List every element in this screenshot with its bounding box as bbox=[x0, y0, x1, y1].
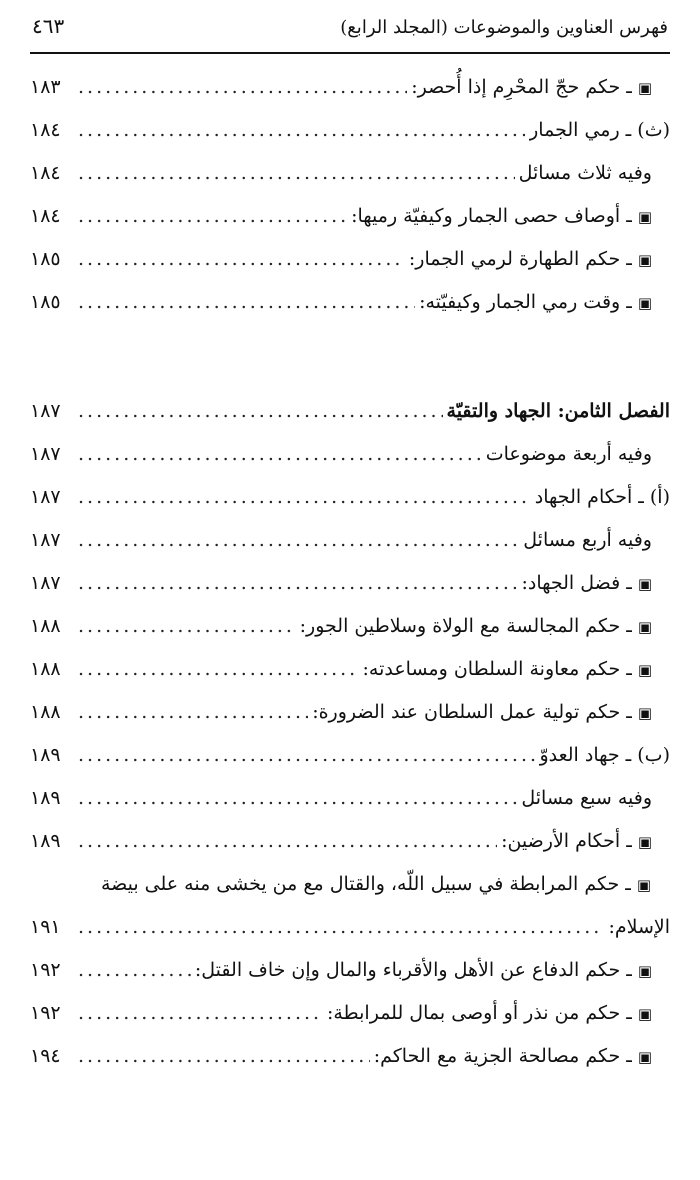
square-dot-icon: ▣ bbox=[637, 251, 652, 269]
leader-dots bbox=[78, 390, 443, 433]
toc-entry-title: ـ وقت رمي الجمار وكيفيّته: bbox=[419, 291, 632, 313]
toc-entry-page: ١٨٧ bbox=[30, 443, 61, 465]
toc-entry-page: ١٨٨ bbox=[30, 658, 61, 680]
toc-entry-page: ١٨٤ bbox=[30, 205, 61, 227]
toc-entry bbox=[30, 238, 670, 281]
toc-entry-page: ١٨٩ bbox=[30, 744, 61, 766]
toc-entry bbox=[30, 281, 670, 324]
toc-entry-page: ١٨٧ bbox=[30, 486, 61, 508]
index-page bbox=[30, 14, 670, 1078]
leader-dots bbox=[78, 66, 407, 109]
leader-dots bbox=[78, 949, 191, 992]
toc-entry bbox=[30, 777, 670, 820]
toc-entry-title: ـ حكم المرابطة في سبيل اللّه، والقتال مع من يخشى منه على بيضة bbox=[100, 873, 631, 895]
square-dot-icon: ▣ bbox=[637, 618, 652, 636]
toc-entry-page: ١٨٣ bbox=[30, 76, 61, 98]
toc-entry-page: ١٨٤ bbox=[30, 119, 61, 141]
toc-entry-page: ١٨٧ bbox=[30, 572, 61, 594]
toc-chapter bbox=[30, 390, 670, 433]
toc-entry-page: ١٩٤ bbox=[30, 1045, 61, 1067]
header-page-number: ٤٦٣ bbox=[32, 14, 65, 38]
toc-entry-title: وفيه سبع مسائل bbox=[521, 787, 652, 809]
toc-entry-title: ـ حكم حجّ المحْرِم إذا أُحصر: bbox=[411, 76, 632, 98]
toc-entry bbox=[30, 648, 670, 691]
toc-list bbox=[30, 66, 670, 1078]
leader-dots bbox=[78, 562, 517, 605]
toc-entry-title: ـ فضل الجهاد: bbox=[521, 572, 632, 594]
toc-entry-title: ـ حكم مصالحة الجزية مع الحاكم: bbox=[373, 1045, 632, 1067]
toc-entry bbox=[30, 519, 670, 562]
toc-entry-title: (ث) ـ رمي الجمار bbox=[529, 119, 670, 141]
toc-chapter-title: الفصل الثامن: الجهاد والتقيّة bbox=[446, 400, 670, 422]
toc-entry-title: ـ حكم الطهارة لرمي الجمار: bbox=[408, 248, 632, 270]
square-dot-icon: ▣ bbox=[637, 704, 652, 722]
leader-dots bbox=[78, 152, 515, 195]
square-dot-icon: ▣ bbox=[637, 962, 652, 980]
leader-dots bbox=[78, 906, 604, 949]
square-dot-icon: ▣ bbox=[637, 575, 652, 593]
toc-entry-title: وفيه أربع مسائل bbox=[523, 529, 652, 551]
toc-entry-page: ١٨٩ bbox=[30, 830, 61, 852]
toc-entry-continuation bbox=[30, 906, 670, 949]
square-dot-icon: ▣ bbox=[637, 833, 652, 851]
leader-dots bbox=[78, 820, 497, 863]
toc-entry-title: ـ حكم من نذر أو أوصى بمال للمرابطة: bbox=[326, 1002, 632, 1024]
toc-entry-page: ١٨٩ bbox=[30, 787, 61, 809]
toc-entry bbox=[30, 476, 670, 519]
toc-entry-title: ـ حكم الدفاع عن الأهل والأقرباء والمال وإن خاف القتل: bbox=[194, 959, 632, 981]
toc-entry bbox=[30, 992, 670, 1035]
toc-entry-page: ١٩٢ bbox=[30, 1002, 61, 1024]
leader-dots bbox=[78, 281, 415, 324]
toc-entry-page: ١٨٨ bbox=[30, 615, 61, 637]
header-title: فهرس العناوين والموضوعات (المجلد الرابع) bbox=[340, 17, 668, 38]
leader-dots bbox=[78, 476, 531, 519]
toc-entry-title: ـ أوصاف حصى الجمار وكيفيّة رميها: bbox=[351, 205, 632, 227]
toc-entry bbox=[30, 691, 670, 734]
toc-entry-page: ١٨٧ bbox=[30, 529, 61, 551]
toc-entry-title: (أ) ـ أحكام الجهاد bbox=[534, 486, 670, 508]
leader-dots bbox=[78, 992, 323, 1035]
toc-entry-title: ـ حكم تولية عمل السلطان عند الضرورة: bbox=[312, 701, 632, 723]
toc-entry-page: ١٨٨ bbox=[30, 701, 61, 723]
toc-entry-wrapped bbox=[30, 863, 670, 906]
toc-entry bbox=[30, 949, 670, 992]
toc-entry bbox=[30, 195, 670, 238]
leader-dots bbox=[78, 238, 405, 281]
toc-entry-page: ١٨٥ bbox=[30, 248, 61, 270]
leader-dots bbox=[78, 605, 296, 648]
page-header bbox=[30, 14, 670, 54]
toc-entry bbox=[30, 152, 670, 195]
toc-entry-title: ـ حكم معاونة السلطان ومساعدته: bbox=[362, 658, 632, 680]
toc-entry bbox=[30, 1035, 670, 1078]
square-dot-icon: ▣ bbox=[637, 294, 652, 312]
toc-entry-title: وفيه ثلاث مسائل bbox=[518, 162, 652, 184]
toc-entry bbox=[30, 820, 670, 863]
square-dot-icon: ▣ bbox=[637, 1048, 652, 1066]
leader-dots bbox=[78, 734, 535, 777]
toc-entry-title: (ب) ـ جهاد العدوّ bbox=[539, 744, 670, 766]
toc-entry-title: ـ أحكام الأرضين: bbox=[501, 830, 632, 852]
square-dot-icon: ▣ bbox=[637, 79, 652, 97]
toc-entry-page: ١٨٧ bbox=[30, 400, 61, 422]
leader-dots bbox=[78, 195, 347, 238]
toc-entry-title: وفيه أربعة موضوعات bbox=[485, 443, 652, 465]
toc-entry-page: ١٨٤ bbox=[30, 162, 61, 184]
toc-entry bbox=[30, 66, 670, 109]
leader-dots bbox=[78, 1035, 370, 1078]
square-dot-icon: ▣ bbox=[637, 1005, 652, 1023]
toc-entry-page: ١٩٢ bbox=[30, 959, 61, 981]
toc-entry bbox=[30, 562, 670, 605]
toc-entry-page: ١٨٥ bbox=[30, 291, 61, 313]
square-dot-icon: ▣ bbox=[637, 661, 652, 679]
toc-entry bbox=[30, 109, 670, 152]
leader-dots bbox=[78, 433, 482, 476]
leader-dots bbox=[78, 109, 525, 152]
leader-dots bbox=[78, 519, 519, 562]
leader-dots bbox=[78, 691, 308, 734]
toc-entry bbox=[30, 605, 670, 648]
square-dot-icon: ▣ bbox=[637, 208, 652, 226]
toc-entry-page: ١٩١ bbox=[30, 916, 61, 938]
toc-entry-title: ـ حكم المجالسة مع الولاة وسلاطين الجور: bbox=[299, 615, 632, 637]
leader-dots bbox=[78, 648, 359, 691]
leader-dots bbox=[78, 777, 517, 820]
section-gap bbox=[30, 357, 670, 390]
toc-entry bbox=[30, 433, 670, 476]
square-dot-icon: ▣ bbox=[636, 876, 652, 894]
toc-entry-title: الإسلام: bbox=[608, 916, 670, 938]
toc-entry bbox=[30, 734, 670, 777]
section-gap bbox=[30, 324, 670, 357]
